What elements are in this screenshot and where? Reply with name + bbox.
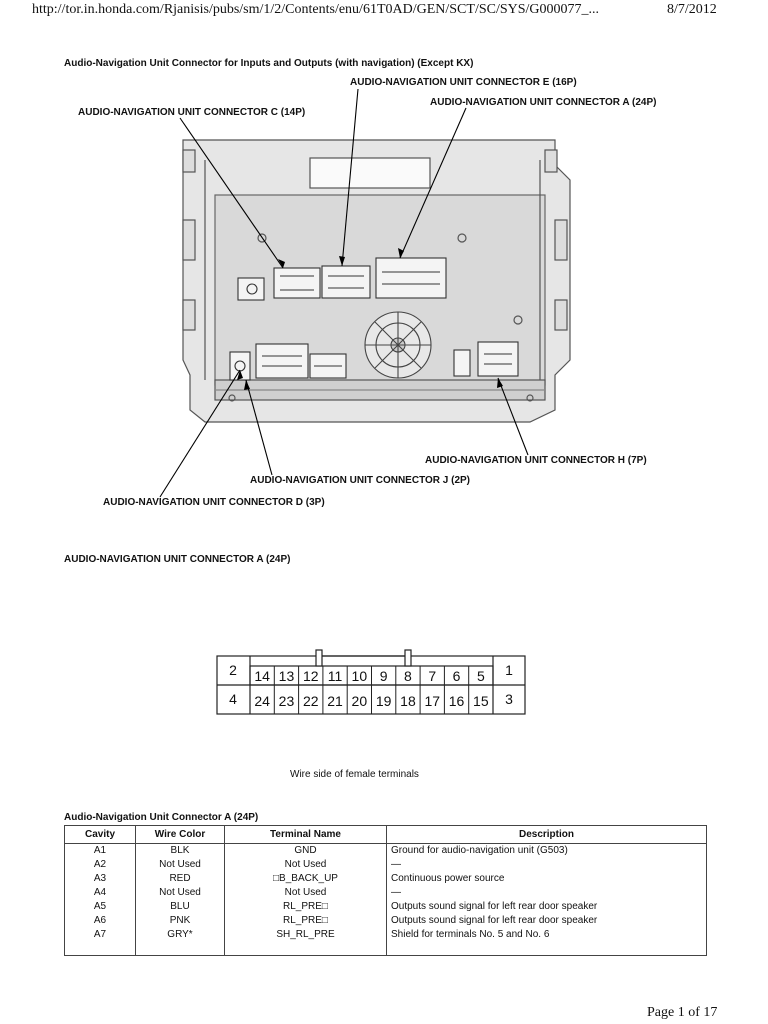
callout-connector-e: AUDIO-NAVIGATION UNIT CONNECTOR E (16P) (350, 77, 577, 88)
cell-cavity: A6 (65, 914, 136, 928)
cell-description: — (387, 886, 707, 900)
cell-cavity: A3 (65, 872, 136, 886)
pin-label-top: 6 (452, 668, 461, 684)
callout-connector-h: AUDIO-NAVIGATION UNIT CONNECTOR H (7P) (425, 455, 647, 466)
cell-description: Outputs sound signal for left rear door speaker (387, 900, 707, 914)
pin-label-top: 8 (404, 668, 412, 684)
pin-label-bottom: 18 (400, 693, 416, 709)
cell-empty (136, 942, 225, 956)
pin-label-bottom: 20 (351, 693, 368, 709)
table-row (65, 914, 707, 928)
pin-label-top: 10 (351, 668, 368, 684)
pin-label-bottom: 21 (327, 693, 343, 709)
pin-label-top: 13 (278, 668, 295, 684)
cell-terminal-name: □B_BACK_UP (225, 872, 387, 886)
connector-lower-1-shape (256, 344, 308, 378)
table-row (65, 900, 707, 914)
pin-label-bottom: 16 (448, 693, 465, 709)
pin-label-bottom: 22 (302, 693, 319, 709)
col-header-terminal-name: Terminal Name (225, 826, 387, 844)
table-row (65, 844, 707, 859)
cell-terminal-name: Not Used (225, 858, 387, 872)
cell-wire-color: BLU (136, 900, 225, 914)
cell-wire-color: Not Used (136, 886, 225, 900)
cell-empty (225, 942, 387, 956)
pin-label-top: 7 (428, 668, 437, 684)
cell-description: Continuous power source (387, 872, 707, 886)
pin-label-top: 12 (302, 668, 319, 684)
cell-description: Outputs sound signal for left rear door speaker (387, 914, 707, 928)
connector-a-shape (376, 258, 446, 298)
section-connector-a-title: AUDIO-NAVIGATION UNIT CONNECTOR A (24P) (64, 554, 291, 565)
pin-label-top: 5 (476, 668, 485, 684)
header-date: 8/7/2012 (667, 2, 717, 17)
cell-wire-color: BLK (136, 844, 225, 859)
callout-connector-c: AUDIO-NAVIGATION UNIT CONNECTOR C (14P) (78, 107, 306, 118)
pin-label-bottom: 15 (473, 693, 489, 709)
col-header-cavity: Cavity (65, 826, 136, 844)
document-title: Audio-Navigation Unit Connector for Inputs and Outputs (with navigation) (Except KX) (64, 58, 474, 69)
table-title: Audio-Navigation Unit Connector A (24P) (64, 812, 259, 823)
cell-terminal-name: GND (225, 844, 387, 859)
pinout-caption: Wire side of female terminals (290, 769, 419, 780)
cell-description: Shield for terminals No. 5 and No. 6 (387, 928, 707, 942)
cell-wire-color: GRY* (136, 928, 225, 942)
cell-cavity: A4 (65, 886, 136, 900)
pin-label-left-top: 2 (229, 662, 237, 678)
table-row (65, 858, 707, 872)
table-row (65, 872, 707, 886)
connector-a-pinout (0, 620, 768, 750)
cell-cavity: A1 (65, 844, 136, 859)
table-row (65, 886, 707, 900)
cell-wire-color: RED (136, 872, 225, 886)
callout-connector-j: AUDIO-NAVIGATION UNIT CONNECTOR J (2P) (250, 475, 471, 486)
pin-label-bottom: 17 (424, 693, 441, 709)
pin-label-bottom: 19 (375, 693, 392, 709)
cell-cavity: A2 (65, 858, 136, 872)
connector-a-table (64, 825, 707, 956)
pin-label-right-bottom: 3 (505, 691, 513, 707)
cell-description: Ground for audio-navigation unit (G503) (387, 844, 707, 859)
page-number: Page 1 of 17 (647, 1005, 718, 1020)
cell-wire-color: PNK (136, 914, 225, 928)
pin-label-bottom: 24 (254, 693, 270, 709)
table-header-row (65, 826, 707, 844)
col-header-description: Description (387, 826, 707, 844)
pin-label-top: 11 (327, 668, 343, 684)
cell-cavity: A7 (65, 928, 136, 942)
cell-empty (65, 942, 136, 956)
pin-label-left-bottom: 4 (229, 691, 237, 707)
col-header-wire-color: Wire Color (136, 826, 225, 844)
connector-e-shape (322, 266, 370, 298)
cell-terminal-name: SH_RL_PRE (225, 928, 387, 942)
header-url: http://tor.in.honda.com/Rjanisis/pubs/sm/1/2/Contents/enu/61T0AD/GEN/SCT/SC/SYS/G000077_... (32, 2, 600, 17)
table-row (65, 928, 707, 942)
cell-cavity: A5 (65, 900, 136, 914)
connector-h-shape (478, 342, 518, 376)
table-row-empty (65, 942, 707, 956)
pin-label-bottom: 23 (278, 693, 295, 709)
callout-connector-d: AUDIO-NAVIGATION UNIT CONNECTOR D (3P) (103, 497, 325, 508)
pin-label-top: 9 (379, 668, 388, 684)
callout-connector-a: AUDIO-NAVIGATION UNIT CONNECTOR A (24P) (430, 97, 657, 108)
connector-c-shape (274, 268, 320, 298)
cell-empty (387, 942, 707, 956)
cooling-fan-shape (365, 312, 431, 378)
cell-description: — (387, 858, 707, 872)
pin-label-right-top: 1 (505, 662, 513, 678)
connector-j-shape (454, 350, 470, 376)
cell-terminal-name: Not Used (225, 886, 387, 900)
cell-wire-color: Not Used (136, 858, 225, 872)
cell-terminal-name: RL_PRE□ (225, 914, 387, 928)
cell-terminal-name: RL_PRE□ (225, 900, 387, 914)
pin-label-top: 14 (254, 668, 270, 684)
